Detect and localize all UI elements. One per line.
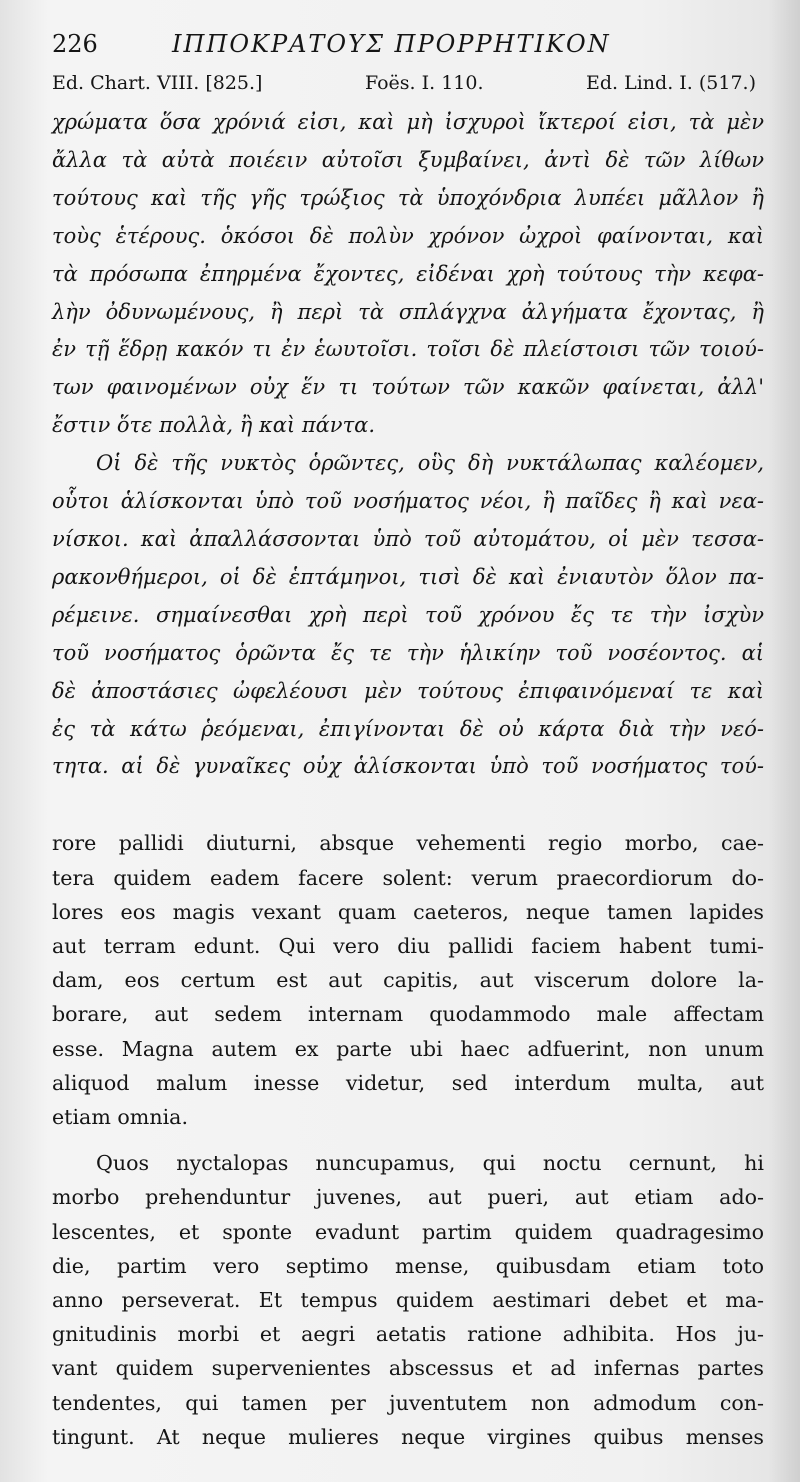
text-line: τοῦ νοσήματος ὁρῶντα ἔς τε τὴν ἡλικίην τοῦ νοσέοντος. αἱ (52, 640, 764, 665)
text-line: νίσκοι. καὶ ἀπαλλάσσονται ὑπὸ τοῦ αὐτομάτου, οἱ μὲν τεσσα- (52, 526, 764, 551)
text-line: ρακονθήμεροι, οἱ δὲ ἑπτάμηνοι, τισὶ δὲ καὶ ἐνιαυτὸν ὅλον πα- (52, 564, 764, 589)
text-line: ἐν τῇ ἕδρῃ κακόν τι ἐν ἑωυτοῖσι. τοῖσι δὲ πλείστοισι τῶν τοιού- (52, 337, 764, 362)
text-line: rore pallidi diuturni, absque vehementi regio morbo, cae- (52, 831, 764, 856)
page-number: 226 (52, 30, 98, 58)
text-line: aliquod malum inesse videtur, sed interdum multa, aut (52, 1070, 764, 1095)
ref-linden: Ed. Lind. I. (517.) (585, 72, 756, 94)
text-line: borare, aut sedem internam quodammodo male affectam (52, 1002, 764, 1027)
edition-references (52, 72, 764, 102)
text-line: lescentes, et sponte evadunt partim quidem quadragesimo (52, 1219, 764, 1244)
text-line: ἄλλα τὰ αὐτὰ ποιέειν αὐτοῖσι ξυμβαίνει, ἀντὶ δὲ τῶν λίθων (52, 147, 764, 172)
text-line: tendentes, qui tamen per juventutem non admodum con- (52, 1390, 764, 1415)
page-header (52, 30, 764, 66)
text-line: Οἱ δὲ τῆς νυκτὸς ὁρῶντες, οὓς δὴ νυκτάλωπας καλέομεν, (96, 451, 764, 476)
text-line: gnitudinis morbi et aegri aetatis ratione adhibita. Hos ju- (52, 1322, 764, 1347)
text-line: χρώματα ὅσα χρόνιά εἰσι, καὶ μὴ ἰσχυροὶ ἴκτεροί εἰσι, τὰ μὲν (52, 110, 764, 134)
text-line: ρέμεινε. σημαίνεσθαι χρὴ περὶ τοῦ χρόνου ἔς τε τὴν ἰσχὺν (52, 602, 764, 627)
text-line: morbo prehenduntur juvenes, aut pueri, aut etiam ado- (52, 1185, 764, 1210)
text-line: Quos nyctalopas nuncupamus, qui noctu cernunt, hi (96, 1151, 764, 1176)
ref-foes: Foës. I. 110. (364, 72, 484, 94)
greek-text (52, 104, 764, 786)
text-line: ἐς τὰ κάτω ῥεόμεναι, ἐπιγίνονται δὲ οὐ κάρτα διὰ τὴν νεό- (52, 716, 764, 741)
text-line: λὴν ὀδυνωμένους, ἢ περὶ τὰ σπλάγχνα ἀλγήματα ἔχοντας, ἢ (52, 299, 764, 324)
text-line: tera quidem eadem facere solent: verum praecordiorum do- (52, 865, 764, 890)
ref-chartier: Ed. Chart. VIII. [825.] (52, 72, 263, 94)
text-line: τοὺς ἑτέρους. ὁκόσοι δὲ πολὺν χρόνον ὠχροὶ φαίνονται, καὶ (52, 223, 764, 248)
text-line: οὗτοι ἁλίσκονται ὑπὸ τοῦ νοσήματος νέοι, ἢ παῖδες ἢ καὶ νεα- (52, 489, 764, 514)
text-line: των φαινομένων οὐχ ἕν τι τούτων τῶν κακῶν φαίνεται, ἀλλ' (52, 375, 764, 400)
text-line: τὰ πρόσωπα ἐπηρμένα ἔχοντες, εἰδέναι χρὴ τούτους τὴν κεφα- (52, 261, 764, 286)
latin-text (52, 826, 764, 1454)
text-line: anno perseverat. Et tempus quidem aestimari debet et ma- (52, 1287, 764, 1312)
text-line: aut terram edunt. Qui vero diu pallidi faciem habent tumi- (52, 933, 764, 958)
text-line: ἔστιν ὅτε πολλὰ, ἢ καὶ πάντα. (52, 413, 376, 438)
text-line: dam, eos certum est aut capitis, aut viscerum dolore la- (52, 968, 764, 993)
text-line: etiam omnia. (52, 1104, 189, 1129)
text-line: esse. Magna autem ex parte ubi haec adfuerint, non unum (52, 1036, 764, 1061)
text-line: τούτους καὶ τῆς γῆς τρώξιος τὰ ὑποχόνδρια λυπέει μᾶλλον ἢ (52, 185, 764, 210)
text-line: τητα. αἱ δὲ γυναῖκες οὐχ ἁλίσκονται ὑπὸ τοῦ νοσήματος τού- (52, 754, 764, 779)
text-line: lores eos magis vexant quam caeteros, neque tamen lapides (52, 899, 764, 924)
text-line: die, partim vero septimo mense, quibusdam etiam toto (52, 1253, 764, 1278)
text-line: δὲ ἀποστάσιες ὠφελέουσι μὲν τούτους ἐπιφαινόμεναί τε καὶ (52, 678, 764, 703)
running-head: ΙΠΠΟΚΡΑΤΟΥΣ ΠΡΟΡΡΗΤΙΚΟΝ (172, 30, 611, 58)
text-line: tingunt. At neque mulieres neque virgines quibus menses (52, 1424, 764, 1449)
text-line: vant quidem supervenientes abscessus et ad infernas partes (52, 1356, 764, 1381)
